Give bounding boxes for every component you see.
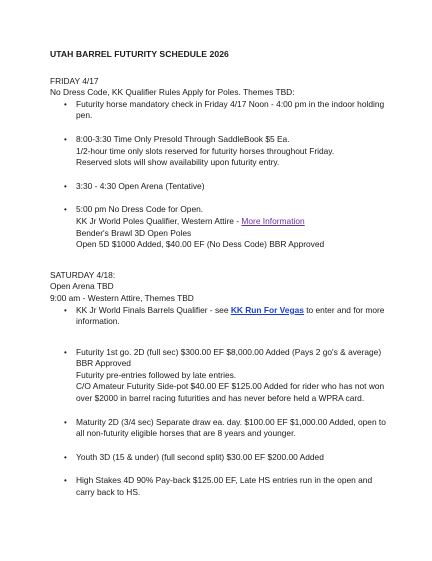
item-line: Open 5D $1000 Added, $40.00 EF (No Dess Code) BBR Approved [76, 239, 325, 250]
item-line [76, 305, 402, 317]
bullet-icon: • [64, 205, 67, 215]
list-item [50, 452, 402, 464]
bullet-icon: • [64, 134, 67, 144]
kk-run-for-vegas-link[interactable]: KK Run For Vegas [230, 304, 304, 315]
bullet-icon: • [64, 305, 67, 315]
page-title: UTAH BARREL FUTURITY SCHEDULE 2026 [50, 49, 229, 59]
saturday-list [50, 305, 402, 499]
item-text: to enter and for more [303, 304, 385, 315]
list-item [50, 347, 402, 405]
item-line: Futurity horse mandatory check in Friday 4/17 Noon - 4:00 pm in the indoor holding [76, 98, 385, 109]
list-item [50, 204, 402, 250]
item-line: High Stakes 4D 90% Pay-back $125.00 EF, Late HS entries run in the open and [76, 475, 373, 486]
item-line: all non-futurity eligible horses that are 8 years and younger. [76, 428, 296, 439]
bullet-icon: • [64, 181, 67, 191]
item-line: C/O Amateur Futurity Side-pot $40.00 EF $125.00 Added for rider who has not won [76, 381, 385, 392]
friday-heading: FRIDAY 4/17 [50, 75, 99, 86]
list-item [50, 417, 402, 440]
saturday-line-2: 9:00 am - Western Attire, Themes TBD [50, 292, 194, 303]
item-line: pen. [76, 110, 93, 121]
item-line: BBR Approved [76, 358, 131, 369]
item-line: 3:30 - 4:30 Open Arena (Tentative) [76, 180, 205, 191]
item-line: Futurity 1st go. 2D (full sec) $300.00 EF $8,000.00 Added (Pays 2 go's & average) [76, 346, 382, 357]
bullet-icon: • [64, 476, 67, 486]
item-line: Bender's Brawl 3D Open Poles [76, 227, 192, 238]
bullet-icon: • [64, 417, 67, 427]
bullet-icon: • [64, 99, 67, 109]
item-line [76, 216, 402, 228]
item-line: carry back to HS. [76, 487, 141, 498]
list-item [50, 99, 402, 122]
item-line: Futurity pre-entries followed by late entries. [76, 369, 237, 380]
list-item [50, 475, 402, 498]
item-line: 8:00-3:30 Time Only Presold Through SaddleBook $5 Ea. [76, 133, 290, 144]
item-line: Reserved slots will show availability upon futurity entry. [76, 157, 280, 168]
item-line: 5:00 pm No Dress Code for Open. [76, 204, 204, 215]
item-line: over $2000 in barrel racing futurities and has never before held a WPRA card. [76, 393, 365, 404]
friday-note: No Dress Code, KK Qualifier Rules Apply for Poles. Themes TBD: [50, 87, 295, 98]
item-line: information. [76, 316, 120, 327]
bullet-icon: • [64, 452, 67, 462]
list-item [50, 305, 402, 328]
item-line: 1/2-hour time only slots reserved for futurity horses throughout Friday. [76, 145, 335, 156]
item-line: Maturity 2D (3/4 sec) Separate draw ea. day. $100.00 EF $1,000.00 Added, open to [76, 416, 386, 427]
item-line: Youth 3D (15 & under) (full second split) $30.00 EF $200.00 Added [76, 451, 324, 462]
bullet-icon: • [64, 347, 67, 357]
friday-list [50, 99, 402, 251]
list-item [50, 181, 402, 193]
saturday-heading: SATURDAY 4/18: [50, 269, 116, 280]
item-text: KK Jr World Finals Barrels Qualifier - see [76, 304, 231, 315]
list-item [50, 134, 402, 169]
more-information-link[interactable]: More Information [241, 215, 305, 226]
saturday-line-1: Open Arena TBD [50, 281, 114, 292]
item-text: KK Jr World Poles Qualifier, Western Attire - [76, 215, 242, 226]
